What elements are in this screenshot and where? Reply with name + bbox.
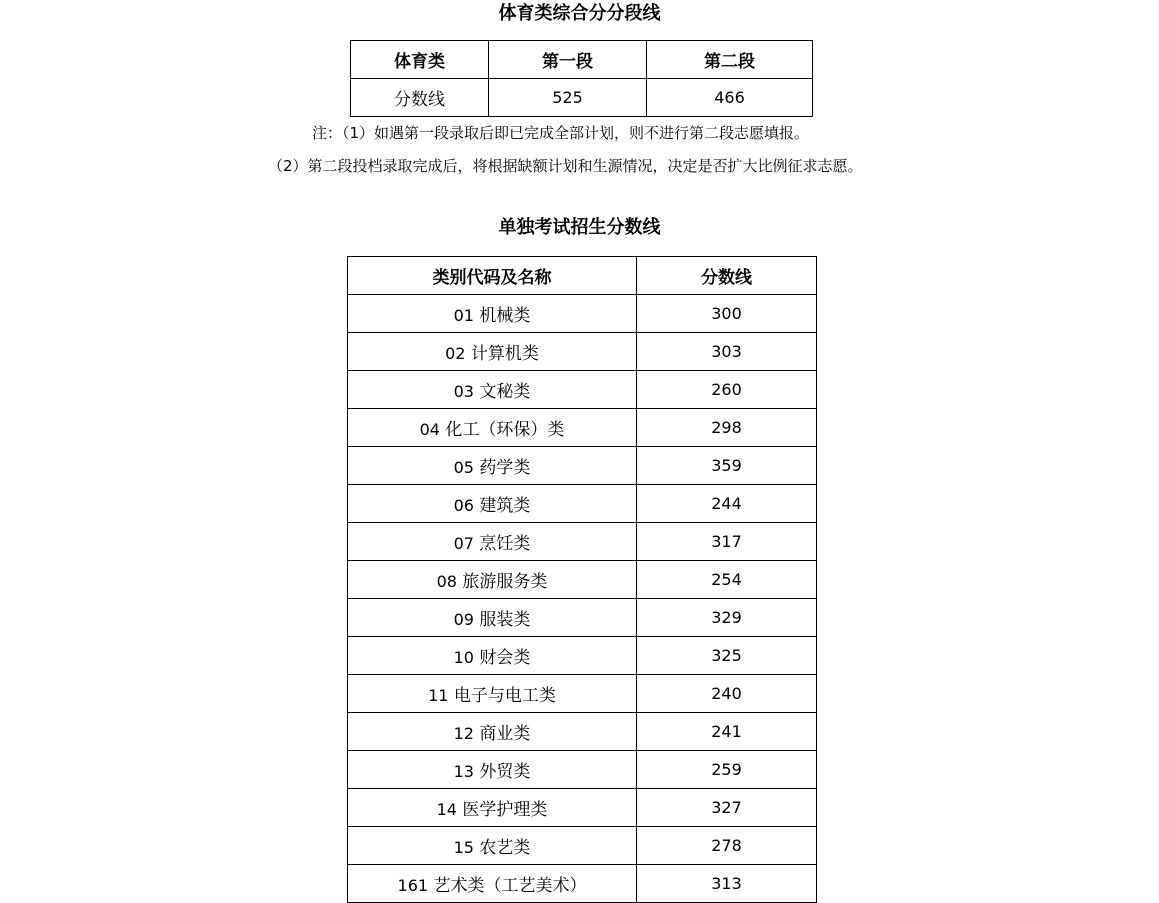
category-cell (348, 561, 637, 599)
table-row (348, 827, 817, 865)
second-segment-score: 466 (647, 79, 813, 117)
table-body (348, 295, 817, 903)
single-exam-score-table (347, 256, 817, 903)
score-cell: 259 (637, 751, 817, 789)
table-row (348, 371, 817, 409)
sports-score-table (350, 40, 813, 117)
score-cell: 300 (637, 295, 817, 333)
row-label: 分数线 (351, 79, 489, 117)
first-segment-score: 525 (489, 79, 647, 117)
category-name: 药学类 (479, 458, 531, 478)
score-cell: 240 (637, 675, 817, 713)
score-cell: 313 (637, 865, 817, 903)
category-cell (348, 333, 637, 371)
category-name: 财会类 (479, 648, 531, 668)
category-code: 161 (397, 876, 429, 895)
category-name: 外贸类 (479, 762, 531, 782)
table-row (348, 447, 817, 485)
category-name: 服装类 (479, 610, 531, 630)
table-row (348, 637, 817, 675)
table-header-row (351, 41, 813, 79)
category-cell (348, 371, 637, 409)
category-cell (348, 675, 637, 713)
category-name: 烹饪类 (479, 534, 531, 554)
table-row (348, 409, 817, 447)
note-1: 注：（1）如遇第一段录取后即已完成全部计划，则不进行第二段志愿填报。 (312, 124, 810, 142)
sports-table-title: 体育类综合分分段线 (498, 3, 661, 24)
category-code: 02 (445, 344, 466, 363)
score-cell: 329 (637, 599, 817, 637)
category-code: 03 (453, 382, 474, 401)
note-2: （2）第二段投档录取完成后，将根据缺额计划和生源情况，决定是否扩大比例征求志愿。 (268, 157, 863, 175)
score-cell: 327 (637, 789, 817, 827)
header-cell: 第一段 (489, 41, 647, 79)
table-row (348, 713, 817, 751)
table-row (348, 675, 817, 713)
category-code: 05 (453, 458, 474, 477)
table-row (348, 751, 817, 789)
category-name: 文秘类 (479, 382, 531, 402)
category-code: 14 (436, 800, 457, 819)
category-code: 13 (453, 762, 474, 781)
score-cell: 359 (637, 447, 817, 485)
category-code: 06 (453, 496, 474, 515)
table-row (348, 485, 817, 523)
score-cell: 317 (637, 523, 817, 561)
score-cell: 260 (637, 371, 817, 409)
score-cell: 325 (637, 637, 817, 675)
category-cell (348, 713, 637, 751)
category-code: 09 (453, 610, 474, 629)
category-cell (348, 485, 637, 523)
category-code: 08 (436, 572, 457, 591)
table-row (348, 523, 817, 561)
category-code: 10 (453, 648, 474, 667)
table-row (348, 599, 817, 637)
category-code: 07 (453, 534, 474, 553)
category-cell (348, 751, 637, 789)
category-name: 医学护理类 (462, 800, 548, 820)
category-cell (348, 523, 637, 561)
score-cell: 298 (637, 409, 817, 447)
table-row (348, 295, 817, 333)
category-name: 化工（环保）类 (445, 420, 565, 440)
category-name: 旅游服务类 (462, 572, 548, 592)
category-code: 15 (453, 838, 474, 857)
header-cell: 分数线 (637, 257, 817, 295)
category-name: 计算机类 (470, 344, 539, 364)
category-code: 01 (453, 306, 474, 325)
category-cell (348, 827, 637, 865)
score-cell: 254 (637, 561, 817, 599)
category-cell (348, 447, 637, 485)
category-code: 11 (428, 686, 449, 705)
category-cell (348, 789, 637, 827)
table-row (351, 79, 813, 117)
category-name: 农艺类 (479, 838, 531, 858)
table-row (348, 561, 817, 599)
header-cell: 第二段 (647, 41, 813, 79)
table-row (348, 789, 817, 827)
category-code: 12 (453, 724, 474, 743)
category-cell (348, 295, 637, 333)
category-cell (348, 599, 637, 637)
category-name: 建筑类 (479, 496, 531, 516)
category-name: 电子与电工类 (453, 686, 556, 706)
single-exam-table-title: 单独考试招生分数线 (498, 217, 661, 238)
category-cell (348, 409, 637, 447)
table-row (348, 865, 817, 903)
category-code: 04 (419, 420, 440, 439)
score-cell: 303 (637, 333, 817, 371)
category-name: 商业类 (479, 724, 531, 744)
score-cell: 244 (637, 485, 817, 523)
category-cell (348, 637, 637, 675)
category-name: 艺术类（工艺美术） (433, 876, 587, 896)
table-row (348, 333, 817, 371)
score-cell: 278 (637, 827, 817, 865)
category-cell (348, 865, 637, 903)
header-cell: 体育类 (351, 41, 489, 79)
category-name: 机械类 (479, 306, 531, 326)
header-cell: 类别代码及名称 (348, 257, 637, 295)
table-header-row (348, 257, 817, 295)
score-cell: 241 (637, 713, 817, 751)
